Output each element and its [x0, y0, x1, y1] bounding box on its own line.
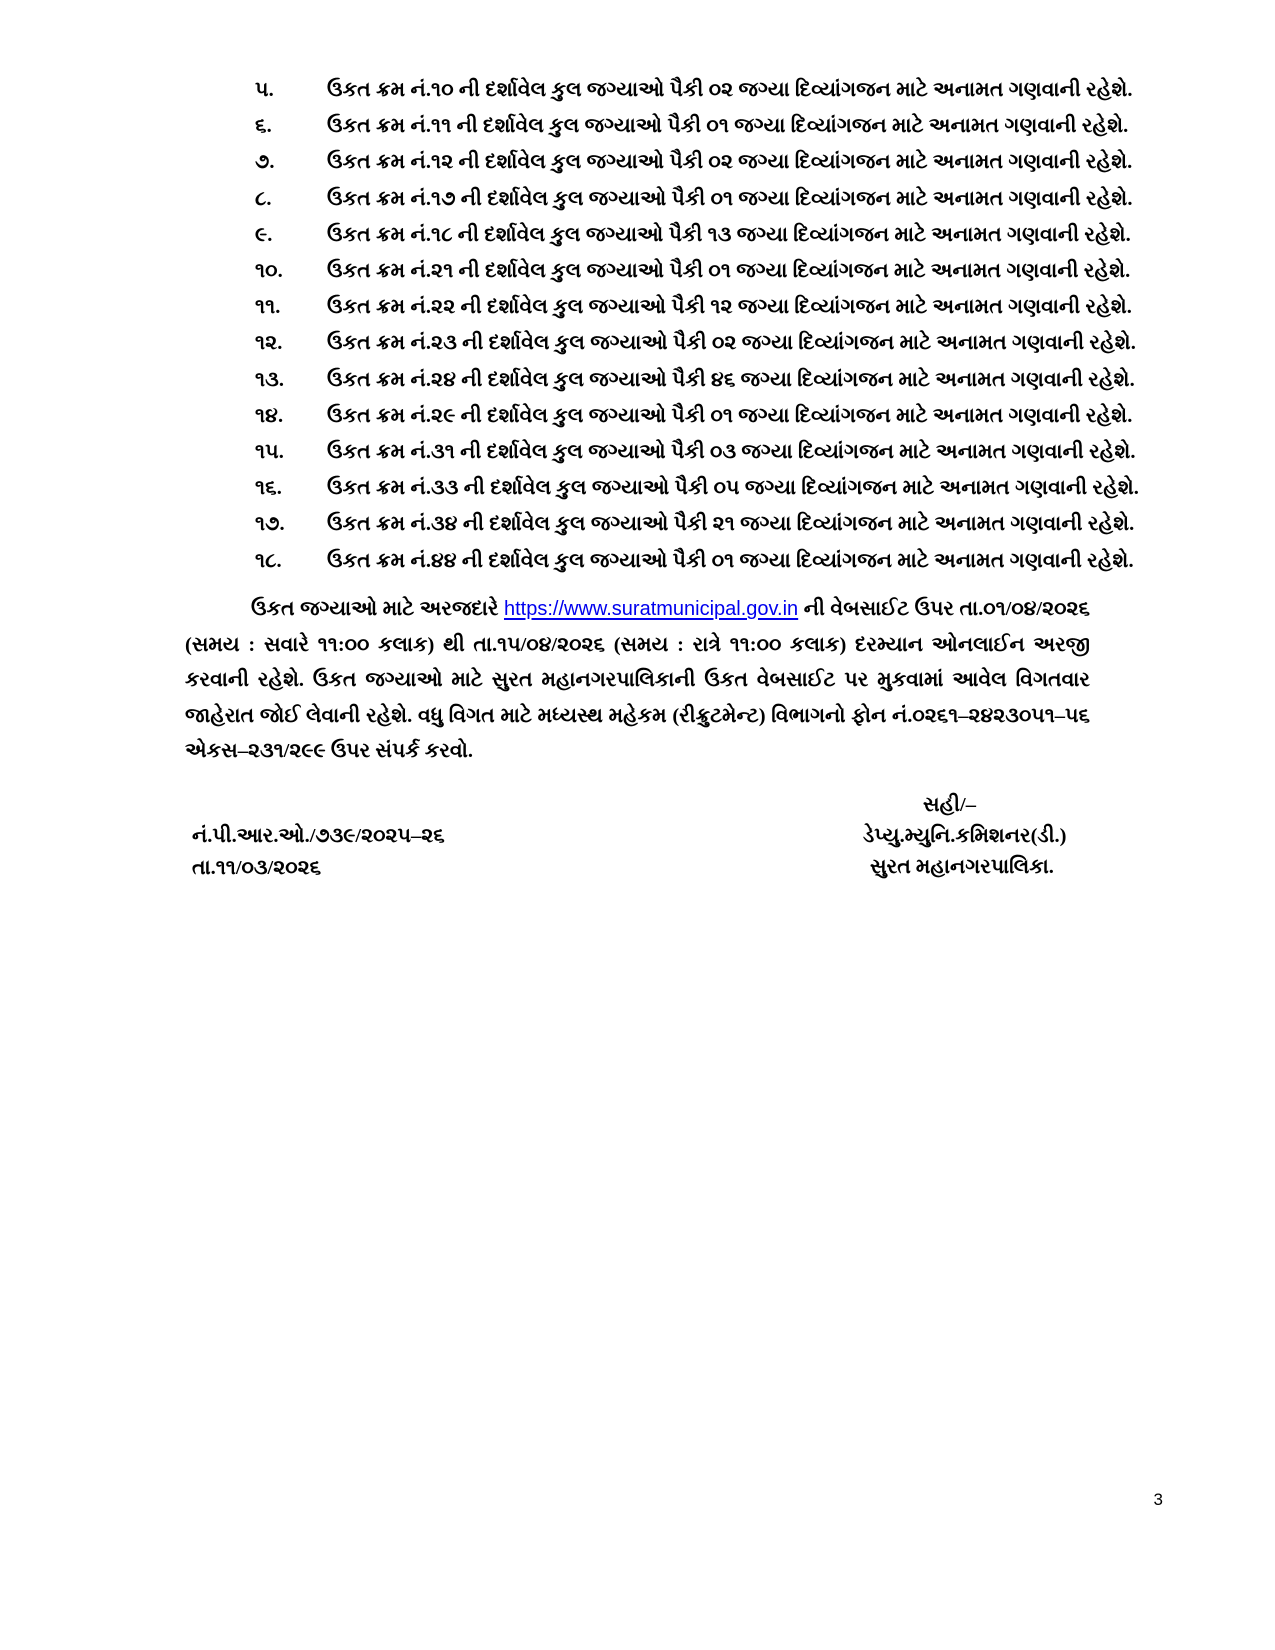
list-item — [255, 289, 1133, 325]
clause-text: ઉકત ક્રમ નં.૩૪ ની દર્શાવેલ કુલ જગ્યાઓ પૈકી ૨૧ જગ્યા દિવ્યાંગજન માટે અનામત ગણવાની રહેશે. — [327, 513, 1135, 536]
clause-number: ૭. — [255, 151, 275, 174]
instruction-paragraph — [185, 592, 1090, 770]
list-item — [255, 543, 1134, 579]
clause-text: ઉકત ક્રમ નં.૧૭ ની દર્શાવેલ કુલ જગ્યાઓ પૈકી ૦૧ જગ્યા દિવ્યાંગજન માટે અનામત ગણવાની રહેશે. — [327, 187, 1133, 210]
clause-text: ઉકત ક્રમ નં.૨૨ ની દર્શાવેલ કુલ જગ્યાઓ પૈકી ૧૨ જગ્યા દિવ્યાંગજન માટે અનામત ગણવાની રહેશે. — [327, 296, 1133, 319]
clause-text: ઉકત ક્રમ નં.૨૯ ની દર્શાવેલ કુલ જગ્યાઓ પૈકી ૦૧ જગ્યા દિવ્યાંગજન માટે અનામત ગણવાની રહેશે. — [327, 404, 1133, 427]
clause-text: ઉકત ક્રમ નં.૧૦ ની દર્શાવેલ કુલ જગ્યાઓ પૈકી ૦૨ જગ્યા દિવ્યાંગજન માટે અનામત ગણવાની રહેશે. — [327, 79, 1133, 101]
clause-number: ૧૨. — [255, 332, 283, 355]
paragraph-before-url: ઉકત જગ્યાઓ માટે અરજદારે — [251, 598, 504, 620]
clause-number: ૧૦. — [255, 260, 283, 283]
signature-block — [760, 790, 1090, 883]
clause-number: ૯. — [255, 223, 273, 246]
reference-date: તા.૧૧/૦૩/૨૦૨૬ — [192, 857, 322, 879]
clause-text: ઉકત ક્રમ નં.૪૪ ની દર્શાવેલ કુલ જગ્યાઓ પૈકી ૦૧ જગ્યા દિવ્યાંગજન માટે અનામત ગણવાની રહેશે. — [327, 549, 1134, 572]
clause-text: ઉકત ક્રમ નં.૨૧ ની દર્શાવેલ કુલ જગ્યાઓ પૈકી ૦૧ જગ્યા દિવ્યાંગજન માટે અનામત ગણવાની રહેશે. — [327, 260, 1131, 283]
clause-number: ૧૪. — [255, 404, 284, 427]
list-item — [255, 181, 1133, 217]
reference-block — [192, 820, 445, 884]
clause-text: ઉકત ક્રમ નં.૧૨ ની દર્શાવેલ કુલ જગ્યાઓ પૈકી ૦૨ જગ્યા દિવ્યાંગજન માટે અનામત ગણવાની રહેશે. — [327, 151, 1133, 174]
clause-text: ઉકત ક્રમ નં.૩૩ ની દર્શાવેલ કુલ જગ્યાઓ પૈકી ૦૫ જગ્યા દિવ્યાંગજન માટે અનામત ગણવાની રહેશે. — [327, 477, 1139, 500]
clause-number: ૬. — [255, 115, 272, 138]
signature-sahi: સહી/– — [923, 794, 976, 816]
clause-text: ઉકત ક્રમ નં.૨૪ ની દર્શાવેલ કુલ જગ્યાઓ પૈકી ૪૬ જગ્યા દિવ્યાંગજન માટે અનામત ગણવાની રહેશે. — [327, 368, 1135, 391]
list-item — [255, 253, 1131, 289]
clause-number: ૧૭. — [255, 513, 285, 536]
list-item — [255, 325, 1136, 361]
clause-number: ૫. — [255, 79, 274, 101]
clause-number: ૧૬. — [255, 477, 282, 500]
reference-number: નં.પી.આર.ઓ./૭૩૯/૨૦૨૫–૨૬ — [192, 825, 445, 847]
list-item — [255, 108, 1129, 144]
list-item — [255, 72, 1133, 108]
list-item — [255, 217, 1131, 253]
clause-number: ૧૫. — [255, 441, 284, 464]
clause-text: ઉકત ક્રમ નં.૧૧ ની દર્શાવેલ કુલ જગ્યાઓ પૈકી ૦૧ જગ્યા દિવ્યાંગજન માટે અનામત ગણવાની રહેશે. — [327, 115, 1129, 138]
page-number: 3 — [1153, 1490, 1163, 1509]
list-item — [255, 362, 1135, 398]
list-item — [255, 470, 1139, 506]
clause-number: ૧૩. — [255, 368, 285, 391]
clause-number: ૧૮. — [255, 549, 282, 572]
clause-number: ૮. — [255, 187, 272, 210]
clause-text: ઉકત ક્રમ નં.૨૩ ની દર્શાવેલ કુલ જગ્યાઓ પૈકી ૦૨ જગ્યા દિવ્યાંગજન માટે અનામત ગણવાની રહેશે. — [327, 332, 1136, 355]
clause-number: ૧૧. — [255, 296, 281, 319]
clause-text: ઉકત ક્રમ નં.૩૧ ની દર્શાવેલ કુલ જગ્યાઓ પૈકી ૦૩ જગ્યા દિવ્યાંગજન માટે અનામત ગણવાની રહેશે. — [327, 441, 1136, 464]
clause-list — [255, 72, 1139, 579]
list-item — [255, 506, 1135, 542]
paragraph-after-url: ની વેબસાઈટ ઉપર તા.૦૧/૦૪/૨૦૨૬ (સમય : સવારે ૧૧:૦૦ કલાક) થી તા.૧૫/૦૪/૨૦૨૬ (સમય : રાત્રે ૧૧:૦૦ કલાક) દરમ્યાન ઓનલાઈન અરજી કરવાની રહેશે. ઉકત જગ્યાઓ માટે સુરત મહાનગરપાલિકાની ઉકત વેબસાઈટ પર મુકવામાં આવેલ વિગતવાર જાહેરાત જોઈ લેવાની રહેશે. વધુ વિગત માટે મધ્યસ્થ મહેકમ (રીક્રુટમેન્ટ) વિભાગનો ફોન નં.૦૨૬૧–૨૪૨૩૦૫૧–૫૬ એકસ–૨૩૧/૨૯૯ ઉપર સંપર્ક કરવો. — [185, 598, 1090, 762]
list-item — [255, 398, 1133, 434]
signature-organisation: સુરત મહાનગરપાલિકા. — [870, 856, 1054, 878]
list-item — [255, 144, 1133, 180]
clause-text: ઉકત ક્રમ નં.૧૮ ની દર્શાવેલ કુલ જગ્યાઓ પૈકી ૧૩ જગ્યા દિવ્યાંગજન માટે અનામત ગણવાની રહેશે. — [327, 223, 1131, 246]
list-item — [255, 434, 1136, 470]
signature-designation: ડેપ્યુ.મ્યુનિ.કમિશનર(ડી.) — [863, 825, 1067, 847]
website-url-link[interactable]: https://www.suratmunicipal.gov.in — [503, 598, 799, 620]
